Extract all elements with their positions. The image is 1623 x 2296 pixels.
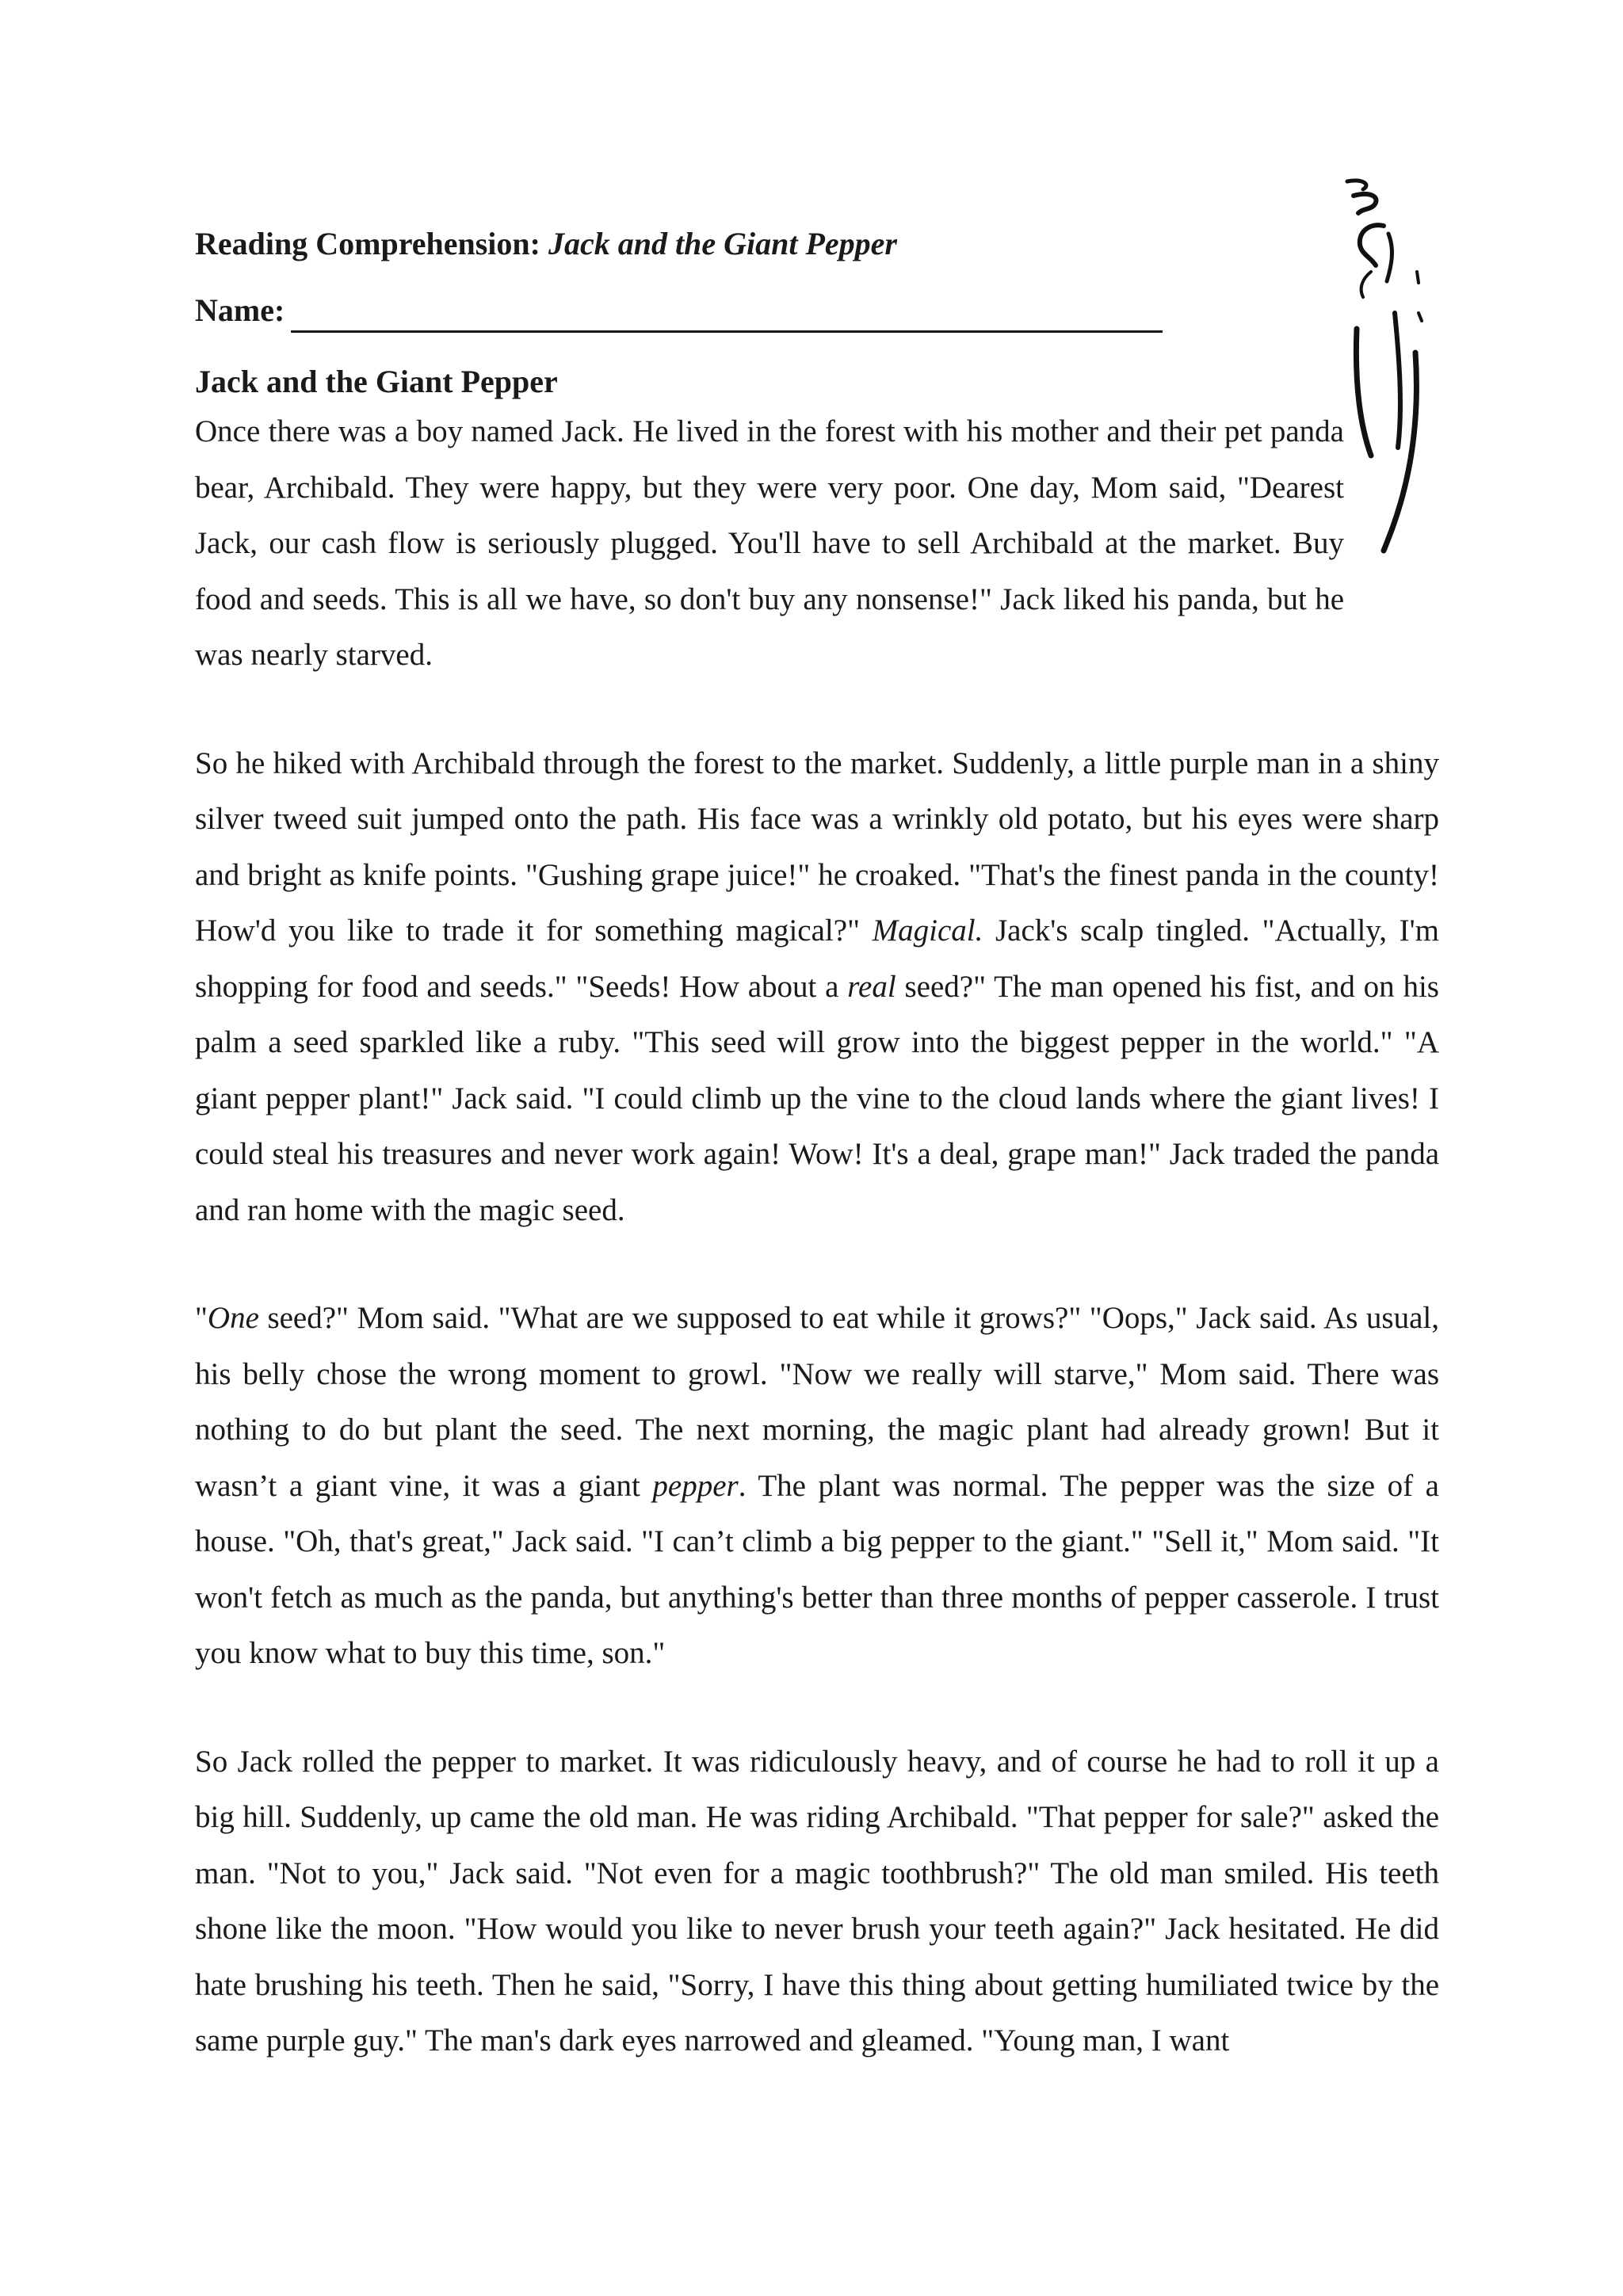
p2-italic-real: real [847,969,896,1004]
p3-text-c: seed?" Mom said. "What are we supposed to eat while it grows?" "Oops," Jack said. As usual, his belly chose the wrong moment to growl. "Now we really will starve," Mom said. There was nothing to do but plant the seed. The next morning, the magic plant had already grown! But it wasn’t a giant vine, it was a giant [195,1301,1439,1503]
header-title: Jack and the Giant Pepper [548,226,897,261]
p2-text-a: So he hiked with Archibald through the forest to the market. Suddenly, a little purple man in a shiny silver tweed suit jumped onto the path. His face was a wrinkly old potato, but his eyes were sharp and bright as knife points. "Gushing grape juice!" he croaked. "That's the finest panda in the county! How'd you like to trade it for something magical?" [195,746,1439,948]
name-label: Name: [195,292,285,328]
p3-text-e: . The plant was normal. The pepper was the size of a house. "Oh, that's great," Jack said. "I can’t climb a big pepper to the giant." "Sell it," Mom said. "It won't fetch as much as the panda, but anything's better than three months of pepper casserole. I trust you know what to buy this time, son." [195,1468,1439,1670]
worksheet-content [195,222,1439,2122]
p3-text-a: " [195,1301,208,1335]
p3-italic-pepper: pepper [652,1468,739,1503]
story-title: Jack and the Giant Pepper [195,364,558,399]
p2-text-e: seed?" The man opened his fist, and on his palm a seed sparkled like a ruby. "This seed will grow into the biggest pepper in the world." "A giant pepper plant!" Jack said. "I could climb up the vine to the cloud lands where the giant lives! I could steal his treasures and never work again! Wow! It's a deal, grape man!" Jack traded the panda and ran home with the magic seed. [195,969,1439,1227]
p2-italic-magical: Magical. [872,913,983,948]
p2-text-c: Jack's scalp tingled. "Actually, I'm shopping for food and seeds." "Seeds! How about a [195,913,1440,1004]
name-blank-line [291,299,1163,333]
story-paragraph-3 [195,1291,1439,1682]
p3-italic-one: One [207,1301,259,1335]
story-paragraph-1: Once there was a boy named Jack. He lived in the forest with his mother and their pet panda bear, Archibald. They were happy, but they were very poor. One day, Mom said, "Dearest Jack, our cash flow is seriously plugged. You'll have to sell Archibald at the market. Buy food and seeds. This is all we have, so don't buy any nonsense!" Jack liked his panda, but he was nearly starved. [195,414,1344,672]
header-label: Reading Comprehension: [195,226,540,261]
name-field [195,288,1439,333]
story-paragraph-2 [195,736,1439,1239]
worksheet-header [195,222,1439,266]
story-paragraph-4: So Jack rolled the pepper to market. It was ridiculously heavy, and of course he had to roll it up a big hill. Suddenly, up came the old man. He was riding Archibald. "That pepper for sale?" asked the man. "Not to you," Jack said. "Not even for a magic toothbrush?" The old man smiled. His teeth shone like the moon. "How would you like to never brush your teeth again?" Jack hesitated. He did hate brushing his teeth. Then he said, "Sorry, I have this thing about getting humiliated twice by the same purple guy." The man's dark eyes narrowed and gleamed. "Young man, I want [195,1744,1439,2058]
